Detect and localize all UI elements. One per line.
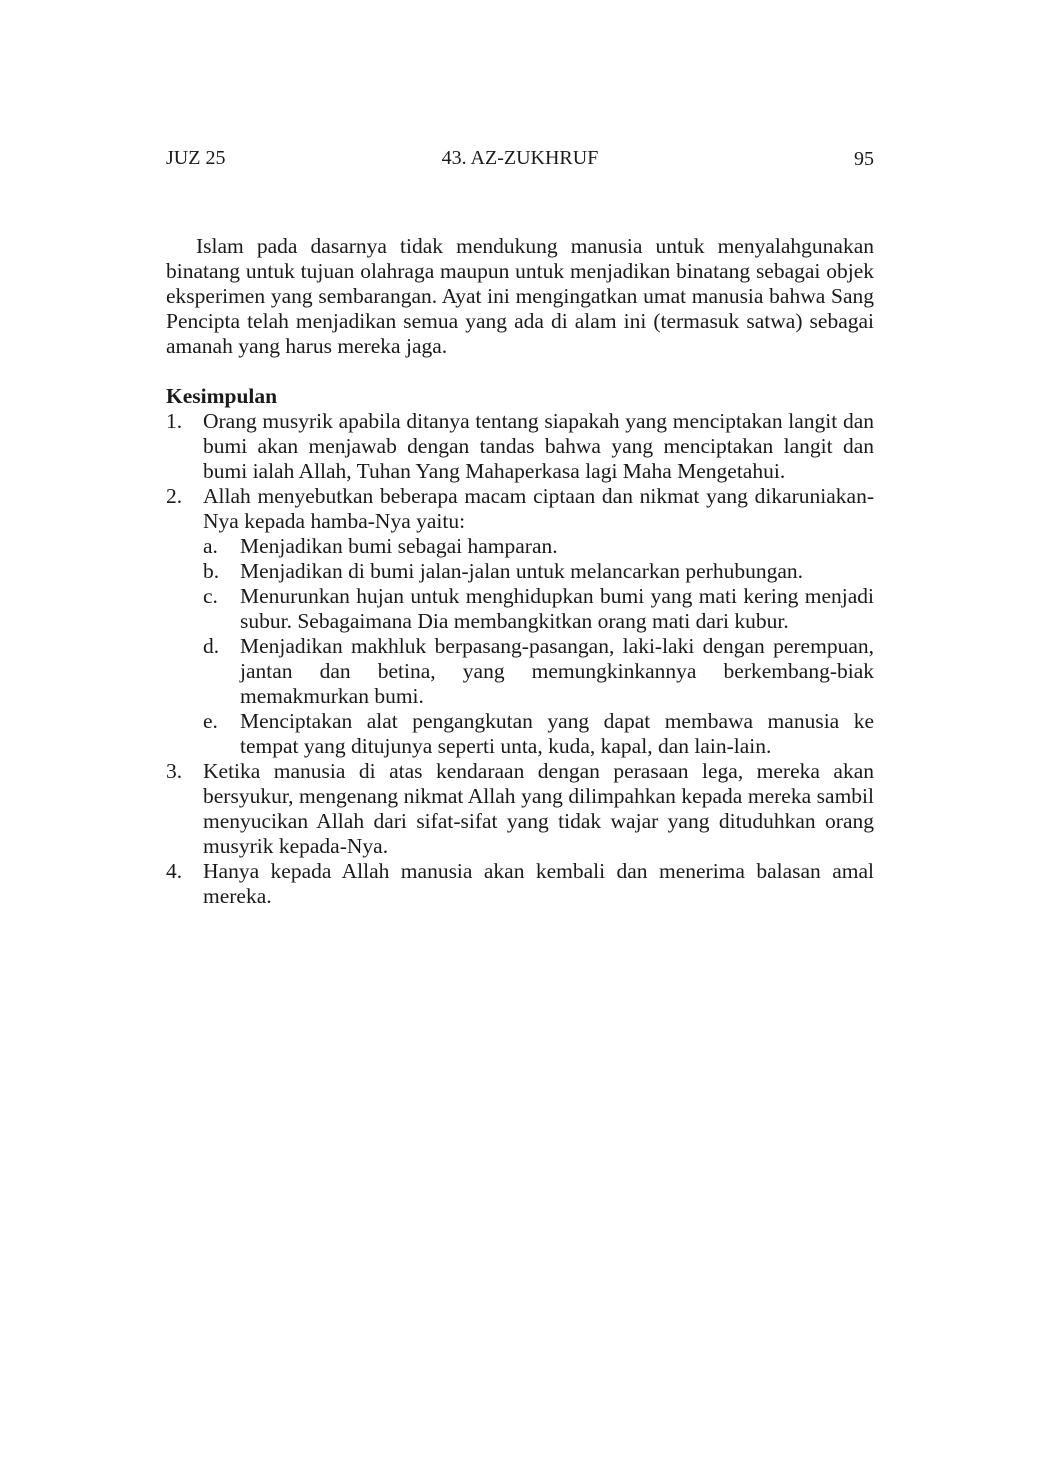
- sub-list-item: [203, 584, 874, 634]
- sub-list-item: [203, 534, 874, 559]
- intro-paragraph: Islam pada dasarnya tidak mendukung manusia untuk menyalahgunakan binatang untuk tujuan olahraga maupun untuk menjadikan binatang sebagai objek eksperimen yang sembarangan. Ayat ini mengingatkan umat manusia bahwa Sang Pencipta telah menjadikan semua yang ada di alam ini (termasuk satwa) sebagai amanah yang harus mereka jaga.: [166, 234, 874, 358]
- surah-title: 43. AZ-ZUKHRUF: [441, 147, 599, 169]
- sub-list-item-letter: a.: [203, 534, 218, 558]
- sub-list-item: [203, 559, 874, 584]
- list-item: [166, 484, 874, 534]
- list-item-number: 3.: [166, 759, 183, 783]
- list-item-text: Allah menyebutkan beberapa macam ciptaan dan nikmat yang dikaruniakan-Nya kepada hamba-Nya yaitu:: [203, 484, 874, 533]
- sub-list-item-text: Menjadikan makhluk berpasang-pasangan, laki-laki dengan perempuan, jantan dan betina, yang memungkinkannya berkembang-biak memakmurkan bumi.: [240, 634, 874, 708]
- list-item-number: 1.: [166, 409, 183, 433]
- sub-list-item-text: Menciptakan alat pengangkutan yang dapat membawa manusia ke tempat yang ditujunya seperti unta, kuda, kapal, dan lain-lain.: [240, 709, 874, 758]
- conclusion-list: [166, 409, 874, 909]
- list-item-text: Ketika manusia di atas kendaraan dengan perasaan lega, mereka akan bersyukur, mengenang nikmat Allah yang dilimpahkan kepada mereka sambil menyucikan Allah dari sifat-sifat yang tidak wajar yang dituduhkan orang musyrik kepada-Nya.: [203, 759, 874, 858]
- running-header: [166, 145, 874, 175]
- list-item-text: Hanya kepada Allah manusia akan kembali dan menerima balasan amal mereka.: [203, 859, 874, 908]
- sub-list: [203, 534, 874, 759]
- list-item: [166, 409, 874, 484]
- sub-list-item-text: Menjadikan di bumi jalan-jalan untuk melancarkan perhubungan.: [240, 559, 803, 583]
- sub-list-item-text: Menurunkan hujan untuk menghidupkan bumi yang mati kering menjadi subur. Sebagaimana Dia membangkitkan orang mati dari kubur.: [240, 584, 874, 633]
- sub-list-item: [203, 709, 874, 759]
- sub-list-item-letter: b.: [203, 559, 220, 583]
- sub-list-item-letter: d.: [203, 634, 220, 658]
- list-item: [166, 859, 874, 909]
- list-item: [166, 759, 874, 859]
- page-number: 95: [854, 148, 874, 170]
- juz-label: JUZ 25: [166, 147, 226, 169]
- page-body: [166, 234, 874, 909]
- sub-list-item-letter: e.: [203, 709, 218, 733]
- list-item-number: 4.: [166, 859, 183, 883]
- sub-list-item-letter: c.: [203, 584, 218, 608]
- sub-list-item-text: Menjadikan bumi sebagai hamparan.: [240, 534, 558, 558]
- sub-list-item: [203, 634, 874, 709]
- list-item-number: 2.: [166, 484, 183, 508]
- section-heading: Kesimpulan: [166, 384, 278, 408]
- list-item-text: Orang musyrik apabila ditanya tentang siapakah yang menciptakan langit dan bumi akan menjawab dengan tandas bahwa yang menciptakan langit dan bumi ialah Allah, Tuhan Yang Mahaperkasa lagi Maha Mengetahui.: [203, 409, 874, 483]
